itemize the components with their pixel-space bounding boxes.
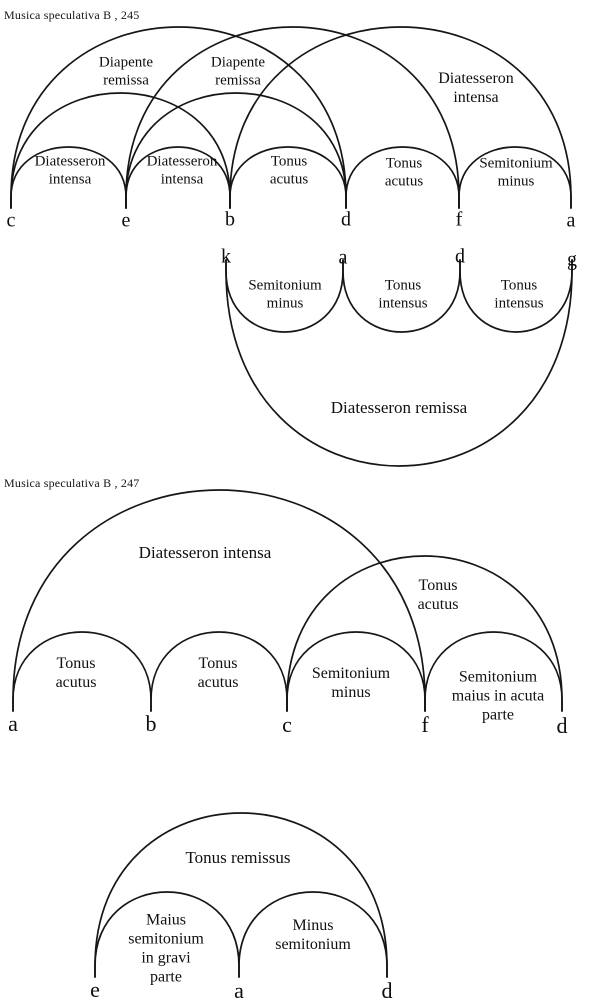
interval-label-b245-upper-e-f: Diapente remissa <box>210 54 266 88</box>
interval-label-b245-upper-c-e: Diatesseron intensa <box>34 153 106 187</box>
interval-label-b247-lower-e-a: Maius semitonium in gravi parte <box>128 911 204 985</box>
note-letter-b247-lower-e: e <box>90 977 100 1002</box>
note-letter-b245-upper-a: a <box>566 209 576 232</box>
interval-label-b247-b-c: Tonus acutus <box>197 655 239 691</box>
note-letter-b245-upper-e: e <box>121 209 131 232</box>
note-letter-b245-lower-a: a <box>338 246 348 269</box>
interval-label-b247-lower-e-d: Tonus remissus <box>185 847 291 867</box>
note-letter-b247-lower-d: d <box>381 978 393 1003</box>
interval-label-b247-lower-a-d: Minus semitonium <box>275 917 351 953</box>
note-letter-b245-upper-d: d <box>341 208 351 231</box>
interval-label-b247-a-b: Tonus acutus <box>55 655 97 691</box>
note-letter-b247-a: a <box>8 711 18 736</box>
interval-label-b245-lower-k-a: Semitonium minus <box>248 277 322 311</box>
note-letter-b245-upper-c: c <box>6 209 16 232</box>
interval-label-b245-upper-b-a: Diatesseron intensa <box>438 70 514 106</box>
interval-label-b247-a-f: Diatesseron intensa <box>138 542 272 562</box>
note-letter-b245-upper-b: b <box>225 208 235 231</box>
interval-label-b245-lower-a-d: Tonus intensus <box>378 277 428 311</box>
note-letter-b247-b: b <box>145 711 157 736</box>
note-letter-b247-f: f <box>421 712 429 737</box>
note-letter-b247-c: c <box>282 712 292 737</box>
interval-label-b245-upper-d-f: Tonus acutus <box>384 155 424 189</box>
interval-label-b245-upper-c-d: Diapente remissa <box>98 54 154 88</box>
interval-label-b245-upper-b-d: Tonus acutus <box>269 153 309 187</box>
note-letter-b245-lower-g: g <box>567 248 577 271</box>
source-caption-245: Musica speculativa B , 245 <box>4 8 140 22</box>
interval-label-b247-c-d: Tonus acutus <box>417 577 459 613</box>
interval-label-b247-c-f: Semitonium minus <box>311 665 391 701</box>
note-letter-b247-d: d <box>556 713 568 738</box>
interval-label-b245-lower-d-g: Tonus intensus <box>494 277 544 311</box>
note-letter-b245-lower-d: d <box>455 245 465 268</box>
note-letter-b247-lower-a: a <box>234 978 244 1003</box>
interval-label-b245-lower-k-g: Diatesseron remissa <box>330 397 468 417</box>
note-letter-b245-lower-k: k <box>221 245 231 268</box>
interval-label-b245-upper-f-a: Semitonium minus <box>479 155 553 189</box>
interval-label-b247-f-d: Semitonium maius in acuta parte <box>451 668 545 724</box>
note-letter-b245-upper-f: f <box>455 208 463 231</box>
source-caption-247: Musica speculativa B , 247 <box>4 476 140 490</box>
interval-label-b245-upper-e-b: Diatesseron intensa <box>146 153 218 187</box>
